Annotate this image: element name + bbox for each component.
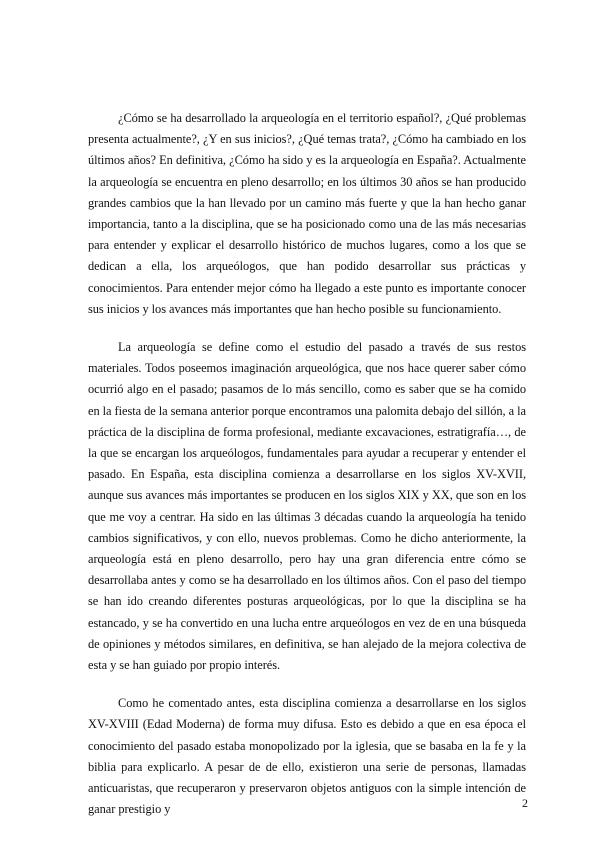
document-body [88,108,526,821]
paragraph-3: Como he comentado antes, esta disciplina comienza a desarrollarse en los siglos XV-XVIII (Edad Moderna) de forma muy difusa. Esto es debido a que en esa época el conocimiento del pasado estaba monopolizado por la iglesia, que se basaba en la fe y la biblia para explicarlo. A pesar de de ello, existieron una serie de personas, llamadas anticuaristas, que recuperaron y preservaron objetos antiguos con la simple intención de ganar prestigio y [88,696,526,817]
paragraph-2: La arqueología se define como el estudio del pasado a través de sus restos materiales. Todos poseemos imaginación arqueológica, que nos hace querer saber cómo ocurrió algo en el pasado; pasamos de lo más sencillo, como es saber que se ha comido en la fiesta de la semana anterior porque encontramos una palomita debajo del sillón, a la práctica de la disciplina de forma profesional, mediante excavaciones, estratigrafía…, de la que se encargan los arqueólogos, fundamentales para ayudar a recuperar y entender el pasado. En España, esta disciplina comienza a desarrollarse en los siglos XV-XVII, aunque sus avances más importantes se producen en los siglos XIX y XX, que son en los que me voy a centrar. Ha sido en las últimas 3 décadas cuando la arqueología ha tenido cambios significativos, y con ello, nuevos problemas. Como he dicho anteriormente, la arqueología está en pleno desarrollo, pero hay una gran diferencia entre cómo se desarrollaba antes y como se ha desarrollado en los últimos años. Con el paso del tiempo se han ido creando diferentes posturas arqueológicas, por lo que la disciplina se ha estancado, y se ha convertido en una lucha entre arqueólogos en vez de en una búsqueda de opiniones y métodos similares, en definitiva, se han alejado de la mejora colectiva de esta y se han guiado por propio interés. [88,340,526,673]
paragraph-1: ¿Cómo se ha desarrollado la arqueología en el territorio español?, ¿Qué problemas presenta actualmente?, ¿Y en sus inicios?, ¿Qué temas trata?, ¿Cómo ha cambiado en los últimos años? En definitiva, ¿Cómo ha sido y es la arqueología en España?. Actualmente la arqueología se encuentra en pleno desarrollo; en los últimos 30 años se han producido grandes cambios que la han llevado por un camino más fuerte y que la han hecho ganar importancia, tanto a la disciplina, que se ha posicionado como una de las más necesarias para entender y explicar el desarrollo histórico de muchos lugares, como a los que se dedican a ella, los arqueólogos, que han podido desarrollar sus prácticas y conocimientos. Para entender mejor cómo ha llegado a este punto es importante conocer sus inicios y los avances más importantes que han hecho posible su funcionamiento. [88,111,526,316]
page-number: 2 [522,796,528,810]
